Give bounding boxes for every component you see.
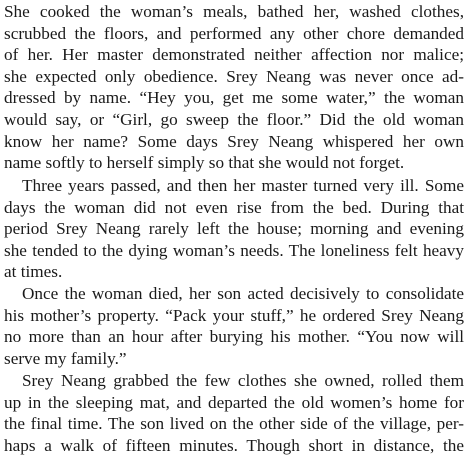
- text-line: name softly to herself simply so that she would not forget.: [4, 153, 405, 173]
- text-line: She cooked the woman’s meals, bathed her, washed clothes,: [4, 2, 464, 21]
- text-line: up in the sleeping mat, and departed the old women’s home for: [4, 392, 464, 412]
- text-line: days the woman did not even rise from the bed. During that: [4, 197, 464, 217]
- text-line: Srey Neang grabbed the few clothes she owned, rolled them: [22, 371, 464, 390]
- text-line: would say, or “Girl, go sweep the floor.” Did the old woman: [4, 109, 464, 129]
- text-line: no more than an hour after burying his mother. “You now will: [4, 327, 464, 347]
- text-line: Once the woman died, her son acted decisively to consolidate: [22, 284, 464, 303]
- text-line: period Srey Neang rarely left the house; morning and evening: [4, 219, 464, 239]
- text-line: at times.: [4, 262, 63, 282]
- text-line: of her. Her master demonstrated neither affection nor malice;: [4, 45, 464, 65]
- text-line: she tended to the dying woman’s needs. The loneliness felt heavy: [4, 240, 464, 260]
- text-line: his mother’s property. “Pack your stuff,” he ordered Srey Neang: [4, 305, 464, 325]
- text-line: know her name? Some days Srey Neang whispered her own: [4, 131, 464, 151]
- text-line: Three years passed, and then her master turned very ill. Some: [22, 176, 464, 195]
- paragraph-1: [4, 1, 464, 174]
- paragraph-4: [4, 370, 464, 456]
- text-line: haps a walk of fifteen minutes. Though short in distance, the: [4, 435, 464, 455]
- paragraph-3: [4, 283, 464, 369]
- text-line: the final time. The son lived on the other side of the village, per-: [4, 414, 464, 434]
- text-line: dressed by name. “Hey you, get me some water,” the woman: [4, 88, 464, 108]
- text-line: serve my family.”: [4, 348, 127, 368]
- text-line: scrubbed the floors, and performed any other chore demanded: [4, 23, 464, 43]
- paragraph-2: [4, 175, 464, 283]
- text-line: she expected only obedience. Srey Neang was never once ad-: [4, 66, 464, 86]
